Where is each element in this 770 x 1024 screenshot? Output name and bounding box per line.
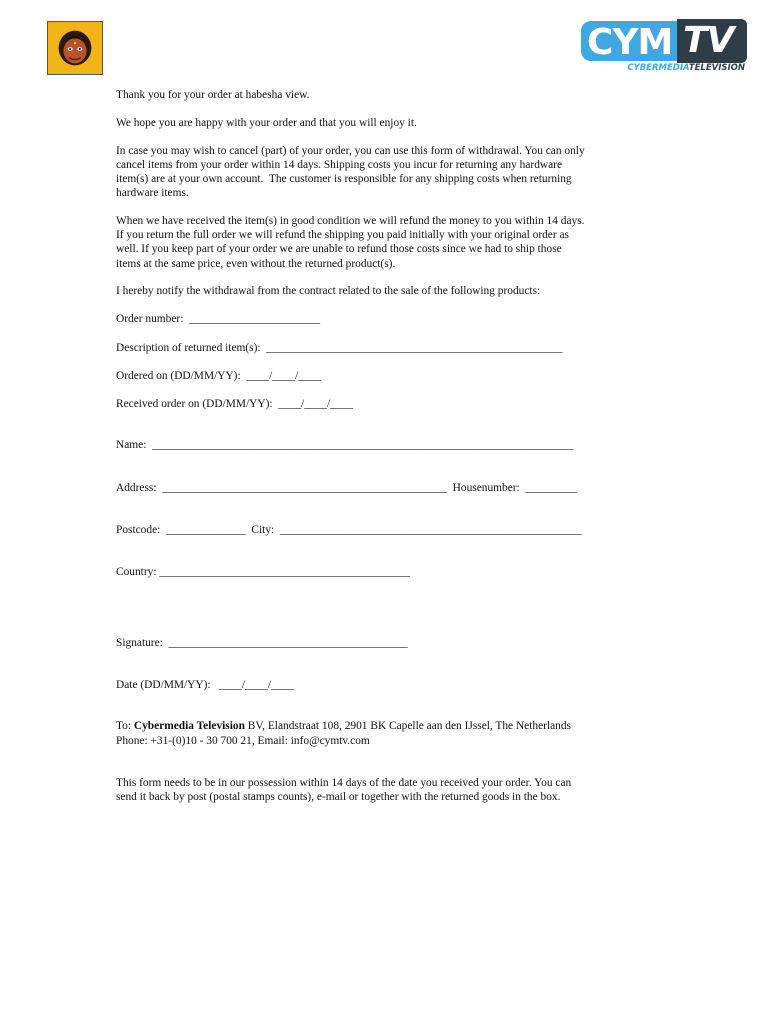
footer-line-2: send it back by post (postal stamps counts), e-mail or together with the returned goods in the box. [116, 791, 561, 804]
cymtv-subtitle-accent: CYBERMEDIA [627, 63, 689, 73]
cancel-line-4: hardware items. [116, 187, 189, 200]
cancel-paragraph [116, 144, 656, 201]
name-field[interactable]: Name: __________________________________________________________________________ [116, 439, 574, 452]
face-avatar-icon [48, 22, 102, 74]
order-number-field[interactable]: Order number: _______________________ [116, 313, 321, 326]
cymtv-subtitle-rest: TELEVISION [688, 63, 745, 73]
company-name: Cybermedia Television [133, 720, 245, 733]
country-field[interactable]: Country: ____________________________________________ [116, 566, 410, 579]
cancel-line-3: item(s) are at your own account. The customer is responsible for any shipping costs when returning [116, 173, 572, 186]
address-field[interactable]: Address: __________________________________________________ Housenumber: _________ [116, 481, 577, 494]
description-field[interactable]: Description of returned item(s): ____________________________________________________ [116, 341, 563, 354]
cancel-line-2: cancel items from your order within 14 days. Shipping costs you incur for returning any hardware [116, 158, 563, 171]
cancel-line-1: In case you may wish to cancel (part) of your order, you can use this form of withdrawal. You can only [116, 144, 585, 157]
cym-logo-text: CYM [587, 22, 673, 63]
to-label: To: [116, 720, 134, 733]
company-address: BV, Elandstraat 108, 2901 BK Capelle aan den IJssel, The Netherlands [244, 720, 571, 733]
contact-phone-email: Phone: +31-(0)10 - 30 700 21, Email: info@cymtv.com [116, 734, 370, 747]
thanks-line: Thank you for your order at habesha view. [116, 89, 310, 101]
refund-line-1: When we have received the item(s) in good condition we will refund the money to you within 14 days. [116, 214, 585, 227]
refund-paragraph [116, 214, 656, 271]
tv-logo-block [677, 19, 747, 63]
hope-line: We hope you are happy with your order and that you will enjoy it. [116, 117, 417, 130]
signature-field[interactable]: Signature: __________________________________________ [116, 636, 408, 649]
contact-address-line [116, 719, 656, 733]
cymtv-subtitle [627, 63, 745, 73]
cymtv-logo [581, 19, 747, 75]
footer-note [116, 776, 656, 805]
tv-logo-text: TV [683, 20, 734, 61]
footer-line-1: This form needs to be in our possession within 14 days of the date you received your order. You can [116, 776, 572, 789]
cym-logo-block [581, 21, 677, 61]
refund-line-3: well. If you keep part of your order we are unable to refund those costs since we had to ship those [116, 243, 562, 256]
contact-block [116, 719, 656, 748]
received-on-field[interactable]: Received order on (DD/MM/YY): ____/____/____ [116, 398, 353, 411]
ordered-on-field[interactable]: Ordered on (DD/MM/YY): ____/____/____ [116, 369, 322, 382]
refund-line-4: items at the same price, even without the returned product(s). [116, 257, 396, 270]
form-body [116, 88, 656, 804]
refund-line-2: If you return the full order we will refund the shipping you paid initially with your original order as [116, 229, 569, 242]
date-field[interactable]: Date (DD/MM/YY): ____/____/____ [116, 678, 294, 691]
postcode-city-field[interactable]: Postcode: ______________ City: _____________________________________________________ [116, 524, 582, 537]
habesha-face-icon [47, 21, 103, 75]
notify-line: I hereby notify the withdrawal from the contract related to the sale of the following products: [116, 284, 541, 297]
